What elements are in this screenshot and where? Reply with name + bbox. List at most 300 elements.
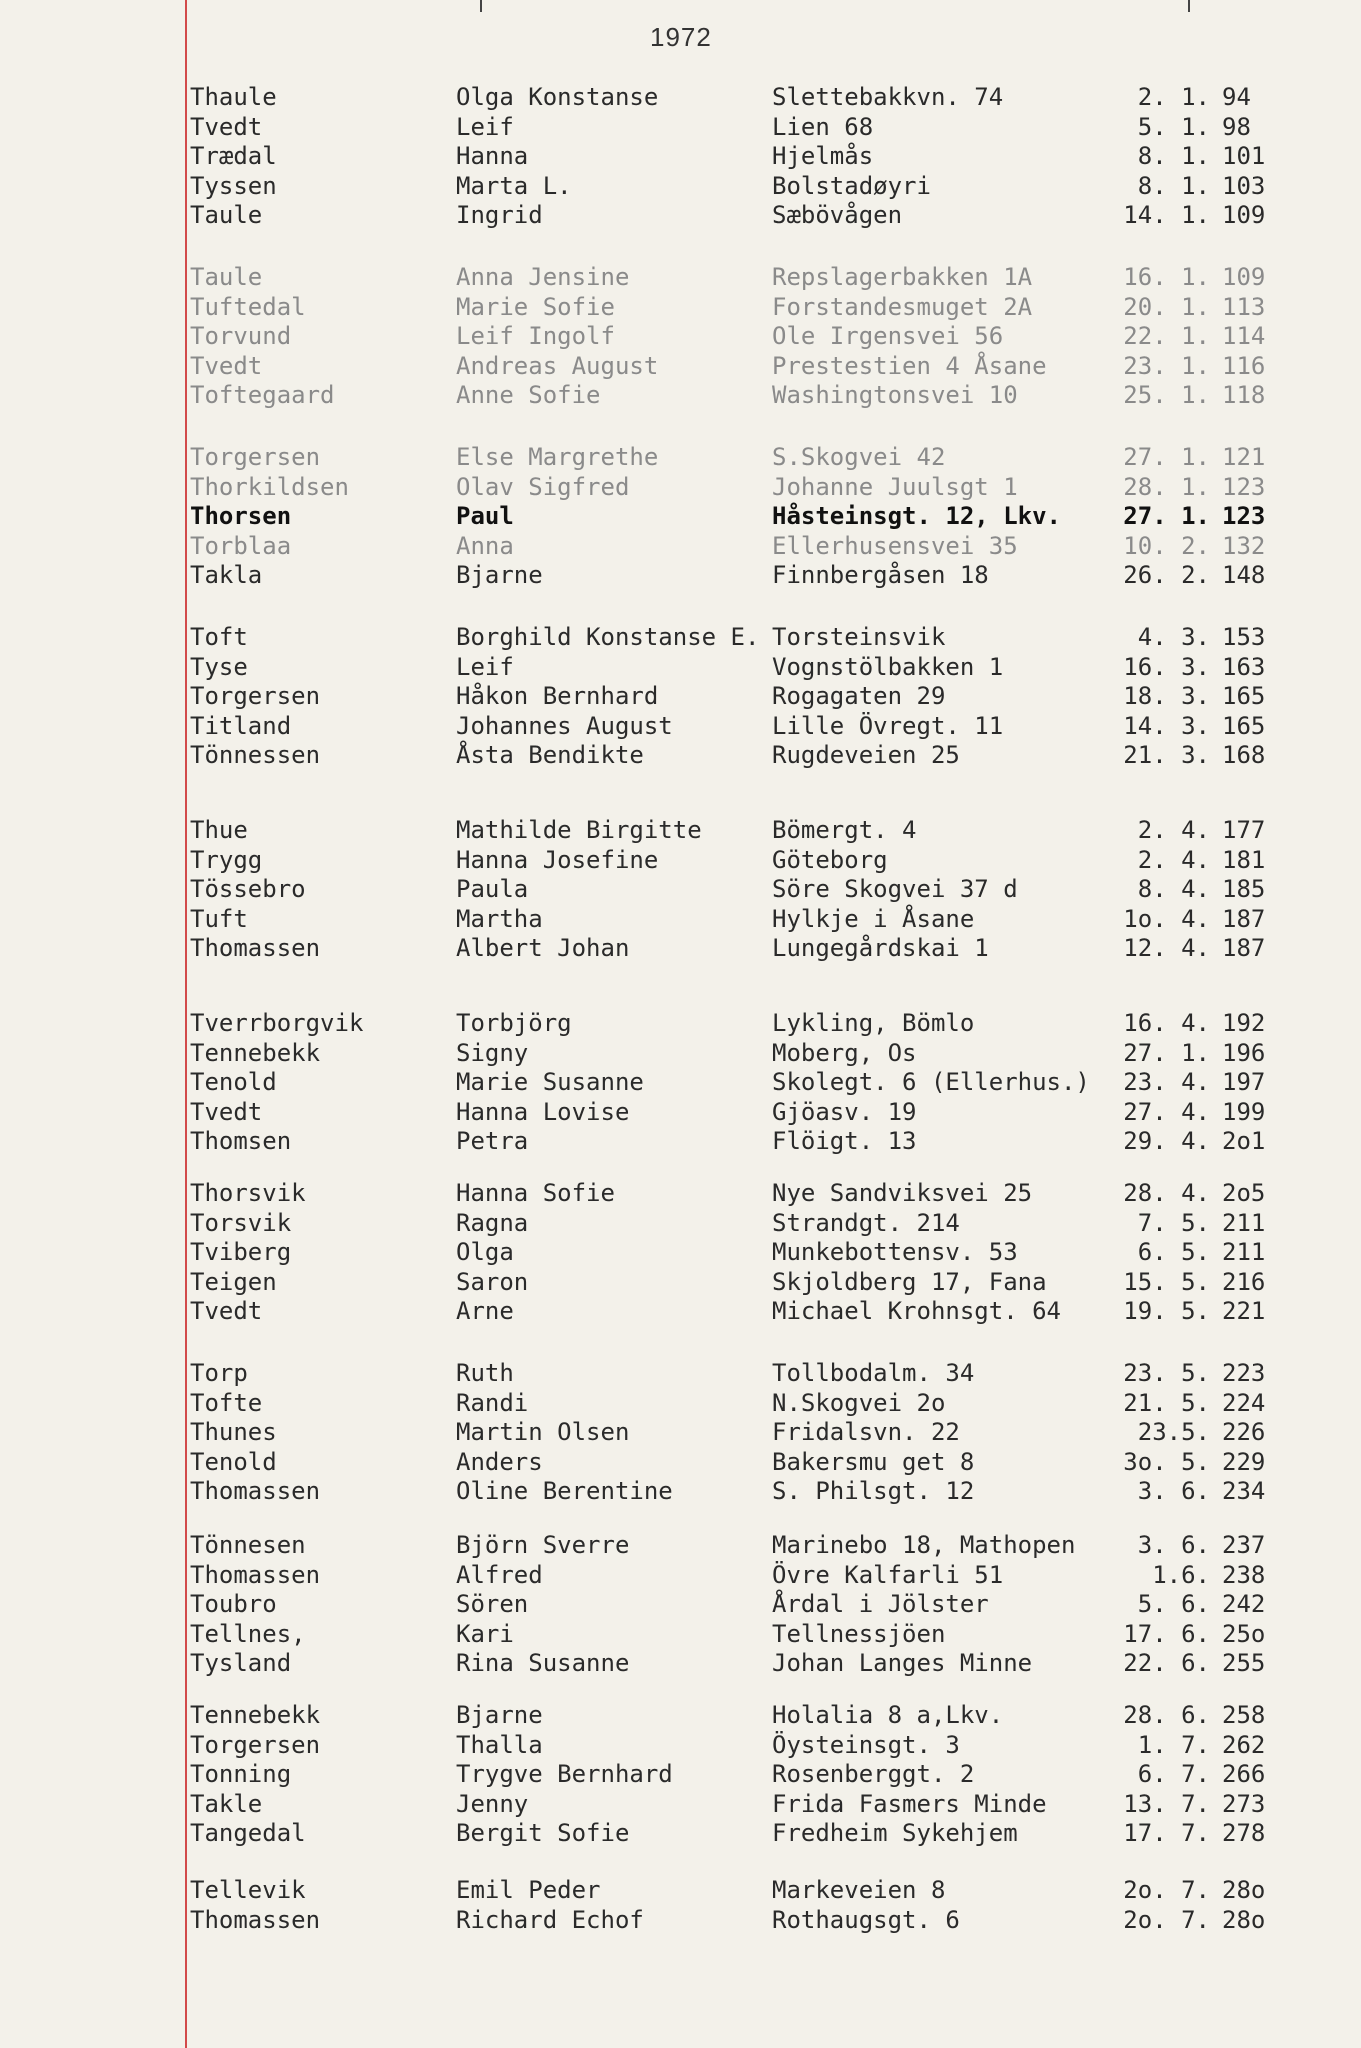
entry-date: 2. 1. <box>1137 83 1210 111</box>
entry-given-name: Anne Sofie <box>456 381 601 409</box>
entry-given-name: Olga <box>456 1238 514 1266</box>
ledger-entry <box>0 1700 1361 1730</box>
ledger-entry <box>0 1905 1361 1935</box>
entry-address: Prestestien 4 Åsane <box>772 351 1047 380</box>
scan-mark <box>480 0 482 12</box>
entry-given-name: Petra <box>456 1127 529 1155</box>
ledger-entry <box>0 740 1361 770</box>
entry-given-name: Bjarne <box>456 561 543 589</box>
entry-date: 16. 3. <box>1123 652 1210 681</box>
entry-address: Skolegt. 6 (Ellerhus.) <box>772 1068 1090 1096</box>
entry-address: Öysteinsgt. 3 <box>772 1730 960 1759</box>
ledger-entry <box>0 1730 1361 1760</box>
entry-given-name: Håkon Bernhard <box>456 682 659 710</box>
entry-address: Bakersmu get 8 <box>772 1447 975 1476</box>
entry-date: 8. 1. <box>1137 171 1210 200</box>
entry-given-name: Signy <box>456 1038 529 1067</box>
entry-number: 103 <box>1222 171 1266 200</box>
entry-number: 258 <box>1222 1701 1266 1729</box>
ledger-entry <box>0 171 1361 201</box>
ledger-entry <box>0 1296 1361 1326</box>
entry-number: 121 <box>1222 443 1266 471</box>
ledger-entry <box>0 1560 1361 1590</box>
entry-given-name: Saron <box>456 1267 529 1296</box>
entry-number: 177 <box>1222 816 1266 844</box>
entry-surname: Trædal <box>190 142 277 170</box>
entry-given-name: Marta L. <box>456 171 572 200</box>
entry-given-name: Anna Jensine <box>456 263 630 291</box>
entry-address: Sæbövågen <box>772 201 903 229</box>
entry-date: 3. 6. <box>1137 1531 1210 1559</box>
entry-given-name: Arne <box>456 1297 514 1325</box>
ledger-entry <box>0 1530 1361 1560</box>
entry-surname: Torgersen <box>190 443 321 471</box>
entry-given-name: Bergit Sofie <box>456 1819 630 1847</box>
ledger-entry <box>0 622 1361 652</box>
entry-surname: Tellevik <box>190 1876 306 1904</box>
entry-address: Hjelmås <box>772 142 874 170</box>
ledger-entry <box>0 874 1361 904</box>
entry-given-name: Paul <box>456 502 514 530</box>
ledger-entry <box>0 321 1361 351</box>
ledger-entry <box>0 1759 1361 1789</box>
entry-surname: Thorsen <box>190 502 292 530</box>
ledger-entry <box>0 1097 1361 1127</box>
entry-address: N.Skogvei 2o <box>772 1388 946 1417</box>
entry-number: 101 <box>1222 142 1266 170</box>
entry-given-name: Johannes August <box>456 711 673 740</box>
entry-given-name: Anders <box>456 1447 543 1476</box>
scan-mark <box>1188 0 1190 12</box>
page-year: 1972 <box>650 22 712 52</box>
entry-number: 181 <box>1222 845 1266 874</box>
entry-date: 14. 3. <box>1123 711 1210 740</box>
ledger-entry <box>0 652 1361 682</box>
entry-surname: Tvedt <box>190 1097 263 1126</box>
entry-number: 98 <box>1222 112 1251 141</box>
entry-address: Slettebakkvn. 74 <box>772 83 1004 111</box>
entry-address: Rogagaten 29 <box>772 682 946 710</box>
entry-date: 21. 5. <box>1123 1388 1210 1417</box>
ledger-entry <box>0 845 1361 875</box>
entry-given-name: Albert Johan <box>456 934 630 962</box>
entry-address: Moberg, Os <box>772 1038 917 1067</box>
entry-address: Michael Krohnsgt. 64 <box>772 1297 1061 1325</box>
entry-date: 22. 6. <box>1123 1649 1210 1677</box>
entry-surname: Tönnessen <box>190 741 321 769</box>
entry-surname: Thomsen <box>190 1127 292 1155</box>
ledger-entry <box>0 1008 1361 1038</box>
entry-date: 6. 7. <box>1137 1760 1210 1788</box>
ledger-entry <box>0 112 1361 142</box>
entry-number: 262 <box>1222 1730 1266 1759</box>
ledger-entry <box>0 501 1361 531</box>
entry-surname: Thomassen <box>190 1905 321 1934</box>
entry-surname: Toft <box>190 623 248 651</box>
entry-surname: Tenold <box>190 1068 277 1096</box>
entry-date: 26. 2. <box>1123 561 1210 589</box>
entry-number: 211 <box>1222 1238 1266 1266</box>
entry-address: Vognstölbakken 1 <box>772 652 1004 681</box>
entry-number: 238 <box>1222 1560 1266 1589</box>
entry-date: 2. 4. <box>1137 845 1210 874</box>
entry-given-name: Olga Konstanse <box>456 83 659 111</box>
entry-given-name: Leif <box>456 112 514 141</box>
entry-date: 27. 1. <box>1123 1038 1210 1067</box>
entry-surname: Titland <box>190 711 292 740</box>
entry-given-name: Ingrid <box>456 201 543 229</box>
ledger-entry <box>0 292 1361 322</box>
entry-given-name: Hanna Josefine <box>456 845 659 874</box>
entry-date: 6. 5. <box>1137 1238 1210 1266</box>
entry-given-name: Alfred <box>456 1560 543 1589</box>
entry-date: 15. 5. <box>1123 1267 1210 1296</box>
entry-surname: Tviberg <box>190 1238 292 1266</box>
entry-number: 165 <box>1222 711 1266 740</box>
entry-date: 14. 1. <box>1123 201 1210 229</box>
entry-address: Ole Irgensvei 56 <box>772 322 1004 350</box>
entry-date: 2o. 7. <box>1123 1905 1210 1934</box>
entry-address: Tellnessjöen <box>772 1619 946 1648</box>
ledger-entry <box>0 560 1361 590</box>
entry-number: 255 <box>1222 1649 1266 1677</box>
entry-date: 17. 7. <box>1123 1819 1210 1847</box>
entry-date: 5. 1. <box>1137 112 1210 141</box>
entry-number: 28o <box>1222 1876 1266 1904</box>
entry-surname: Thorsvik <box>190 1179 306 1207</box>
entry-date: 12. 4. <box>1123 934 1210 962</box>
entry-given-name: Bjarne <box>456 1701 543 1729</box>
entry-date: 13. 7. <box>1123 1789 1210 1818</box>
entry-surname: Tenold <box>190 1447 277 1476</box>
ledger-entry <box>0 681 1361 711</box>
entry-date: 27. 4. <box>1123 1097 1210 1126</box>
entry-surname: Tuftedal <box>190 292 306 321</box>
entry-date: 1. 7. <box>1137 1730 1210 1759</box>
ledger-entry <box>0 1619 1361 1649</box>
ledger-entry <box>0 531 1361 561</box>
entry-surname: Thomassen <box>190 1560 321 1589</box>
entry-number: 266 <box>1222 1760 1266 1788</box>
entry-given-name: Thalla <box>456 1730 543 1759</box>
entry-number: 237 <box>1222 1531 1266 1559</box>
entry-number: 2o5 <box>1222 1179 1266 1207</box>
entry-date: 19. 5. <box>1123 1297 1210 1325</box>
entry-date: 25. 1. <box>1123 381 1210 409</box>
entry-address: Lille Övregt. 11 <box>772 711 1004 740</box>
entry-surname: Thomassen <box>190 1477 321 1505</box>
entry-address: Lungegårdskai 1 <box>772 934 989 962</box>
ledger-entry <box>0 1178 1361 1208</box>
entry-date: 8. 4. <box>1137 875 1210 903</box>
entry-surname: Torgersen <box>190 682 321 710</box>
entry-address: Strandgt. 214 <box>772 1208 960 1237</box>
entry-address: Bolstadøyri <box>772 171 931 200</box>
entry-number: 94 <box>1222 83 1251 111</box>
ledger-entry <box>0 904 1361 934</box>
entry-surname: Tofte <box>190 1388 263 1417</box>
entry-surname: Torvund <box>190 322 292 350</box>
entry-date: 23. 5. <box>1123 1359 1210 1387</box>
ledger-entry <box>0 1038 1361 1068</box>
entry-given-name: Richard Echof <box>456 1905 644 1934</box>
entry-surname: Takla <box>190 561 263 589</box>
entry-date: 3. 6. <box>1137 1477 1210 1505</box>
entry-given-name: Rina Susanne <box>456 1649 630 1677</box>
entry-given-name: Olav Sigfred <box>456 472 630 501</box>
entry-surname: Tonning <box>190 1760 292 1788</box>
entry-address: Flöigt. 13 <box>772 1127 917 1155</box>
ledger-entry <box>0 82 1361 112</box>
entry-number: 211 <box>1222 1208 1266 1237</box>
entry-given-name: Andreas August <box>456 351 659 380</box>
entry-address: Årdal i Jölster <box>772 1590 989 1618</box>
entry-number: 242 <box>1222 1590 1266 1618</box>
entry-surname: Tangedal <box>190 1819 306 1847</box>
entry-address: S.Skogvei 42 <box>772 443 946 471</box>
entry-surname: Thomassen <box>190 934 321 962</box>
entry-number: 226 <box>1222 1418 1266 1446</box>
ledger-entry <box>0 1818 1361 1848</box>
entry-address: Johanne Juulsgt 1 <box>772 472 1018 501</box>
entry-surname: Tvedt <box>190 1297 263 1325</box>
entry-given-name: Else Margrethe <box>456 443 659 471</box>
entry-surname: Torp <box>190 1359 248 1387</box>
entry-surname: Thorkildsen <box>190 472 349 501</box>
entry-surname: Toubro <box>190 1590 277 1618</box>
entry-date: 2. 4. <box>1137 816 1210 844</box>
entry-number: 273 <box>1222 1789 1266 1818</box>
entry-address: Söre Skogvei 37 d <box>772 875 1018 903</box>
entry-date: 7. 5. <box>1137 1208 1210 1237</box>
entry-surname: Taule <box>190 263 263 291</box>
entry-number: 116 <box>1222 351 1266 380</box>
ledger-entry <box>0 1589 1361 1619</box>
entry-address: Fridalsvn. 22 <box>772 1418 960 1446</box>
entry-address: Håsteinsgt. 12, Lkv. <box>772 502 1061 530</box>
entry-given-name: Hanna Sofie <box>456 1179 615 1207</box>
ledger-entry <box>0 815 1361 845</box>
entry-surname: Taule <box>190 201 263 229</box>
entry-number: 187 <box>1222 904 1266 933</box>
ledger-entry <box>0 380 1361 410</box>
entry-surname: Trygg <box>190 845 263 874</box>
ledger-entry <box>0 1447 1361 1477</box>
entry-date: 28. 6. <box>1123 1701 1210 1729</box>
ledger-entry <box>0 442 1361 472</box>
entry-given-name: Björn Sverre <box>456 1531 630 1559</box>
entry-surname: Teigen <box>190 1267 277 1296</box>
entry-given-name: Trygve Bernhard <box>456 1760 673 1788</box>
entry-given-name: Sören <box>456 1590 529 1618</box>
entry-given-name: Kari <box>456 1619 514 1648</box>
entry-surname: Tuft <box>190 904 248 933</box>
entry-surname: Tennebekk <box>190 1701 321 1729</box>
entry-date: 18. 3. <box>1123 682 1210 710</box>
entry-address: Fredheim Sykehjem <box>772 1819 1018 1847</box>
entry-surname: Tvedt <box>190 112 263 141</box>
entry-address: Lien 68 <box>772 112 874 141</box>
entry-address: Repslagerbakken 1A <box>772 263 1033 291</box>
entry-number: 224 <box>1222 1388 1266 1417</box>
entry-date: 28. 4. <box>1123 1179 1210 1207</box>
ledger-entry <box>0 200 1361 230</box>
entry-surname: Tennebekk <box>190 1038 321 1067</box>
entry-given-name: Ragna <box>456 1208 529 1237</box>
entry-address: Tollbodalm. 34 <box>772 1359 975 1387</box>
entry-given-name: Randi <box>456 1388 529 1417</box>
entry-surname: Tyssen <box>190 171 277 200</box>
ledger-entry <box>0 1358 1361 1388</box>
entry-given-name: Emil Peder <box>456 1876 601 1904</box>
entry-given-name: Anna <box>456 531 514 560</box>
entry-given-name: Oline Berentine <box>456 1477 673 1505</box>
entry-given-name: Paula <box>456 875 529 903</box>
entry-date: 29. 4. <box>1123 1127 1210 1155</box>
entry-number: 221 <box>1222 1297 1266 1325</box>
entry-given-name: Mathilde Birgitte <box>456 816 702 844</box>
entry-number: 153 <box>1222 623 1266 651</box>
entry-address: Finnbergåsen 18 <box>772 561 989 589</box>
entry-number: 109 <box>1222 263 1266 291</box>
entry-surname: Torgersen <box>190 1730 321 1759</box>
entry-address: Övre Kalfarli 51 <box>772 1560 1004 1589</box>
entry-address: Washingtonsvei 10 <box>772 381 1018 409</box>
entry-surname: Tverrborgvik <box>190 1009 364 1037</box>
entry-surname: Torblaa <box>190 531 292 560</box>
entry-number: 165 <box>1222 682 1266 710</box>
ledger-entry <box>0 1417 1361 1447</box>
entry-date: 2o. 7. <box>1123 1876 1210 1904</box>
entry-address: Markeveien 8 <box>772 1876 946 1904</box>
entry-number: 123 <box>1222 472 1266 501</box>
ledger-entry <box>0 1648 1361 1678</box>
entry-surname: Thunes <box>190 1418 277 1446</box>
entry-number: 192 <box>1222 1009 1266 1037</box>
entry-number: 234 <box>1222 1477 1266 1505</box>
ledger-entry <box>0 262 1361 292</box>
ledger-entry <box>0 1789 1361 1819</box>
entry-given-name: Leif Ingolf <box>456 322 615 350</box>
entry-address: Göteborg <box>772 845 888 874</box>
ledger-entry <box>0 933 1361 963</box>
entry-number: 185 <box>1222 875 1266 903</box>
entry-address: Holalia 8 a,Lkv. <box>772 1701 1004 1729</box>
ledger-entry <box>0 1267 1361 1297</box>
entry-surname: Tössebro <box>190 875 306 903</box>
entry-address: Nye Sandviksvei 25 <box>772 1179 1033 1207</box>
entry-address: Hylkje i Åsane <box>772 904 975 933</box>
entry-given-name: Marie Susanne <box>456 1068 644 1096</box>
ledger-entry <box>0 1875 1361 1905</box>
entry-address: Rosenberggt. 2 <box>772 1760 975 1788</box>
ledger-entry <box>0 351 1361 381</box>
entry-number: 197 <box>1222 1068 1266 1096</box>
entry-address: Rothaugsgt. 6 <box>772 1905 960 1934</box>
entry-number: 2o1 <box>1222 1127 1266 1155</box>
entry-surname: Torsvik <box>190 1208 292 1237</box>
entry-given-name: Jenny <box>456 1789 529 1818</box>
entry-number: 148 <box>1222 561 1266 589</box>
entry-address: Johan Langes Minne <box>772 1649 1033 1677</box>
entry-address: Rugdeveien 25 <box>772 741 960 769</box>
entry-surname: Tysland <box>190 1649 292 1677</box>
entry-given-name: Marie Sofie <box>456 292 615 321</box>
entry-number: 223 <box>1222 1359 1266 1387</box>
entry-address: Skjoldberg 17, Fana <box>772 1267 1047 1296</box>
entry-date: 8. 1. <box>1137 142 1210 170</box>
entry-number: 25o <box>1222 1619 1266 1648</box>
entry-date: 17. 6. <box>1123 1619 1210 1648</box>
entry-number: 229 <box>1222 1447 1266 1476</box>
entry-date: 22. 1. <box>1123 322 1210 350</box>
ledger-entry <box>0 472 1361 502</box>
entry-address: S. Philsgt. 12 <box>772 1477 975 1505</box>
entry-given-name: Hanna <box>456 142 529 170</box>
entry-date: 21. 3. <box>1123 741 1210 769</box>
entry-surname: Thue <box>190 816 248 844</box>
entry-date: 10. 2. <box>1123 531 1210 560</box>
ledger-entry <box>0 1388 1361 1418</box>
entry-surname: Tellnes, <box>190 1619 306 1648</box>
entry-given-name: Borghild Konstanse E. <box>456 623 760 651</box>
entry-address: Marinebo 18, Mathopen <box>772 1531 1076 1559</box>
entry-date: 16. 1. <box>1123 263 1210 291</box>
entry-date: 27. 1. <box>1123 443 1210 471</box>
entry-date: 1.6. <box>1152 1560 1210 1589</box>
entry-given-name: Martha <box>456 904 543 933</box>
entry-number: 196 <box>1222 1038 1266 1067</box>
ledger-entry <box>0 1126 1361 1156</box>
ledger-entry <box>0 141 1361 171</box>
ledger-entry <box>0 1476 1361 1506</box>
entry-number: 187 <box>1222 934 1266 962</box>
entry-number: 118 <box>1222 381 1266 409</box>
ledger-entry <box>0 1067 1361 1097</box>
entry-given-name: Leif <box>456 652 514 681</box>
entry-address: Bömergt. 4 <box>772 816 917 844</box>
entry-given-name: Hanna Lovise <box>456 1097 630 1126</box>
entry-given-name: Martin Olsen <box>456 1418 630 1446</box>
entry-address: Ellerhusensvei 35 <box>772 531 1018 560</box>
ledger-entry <box>0 711 1361 741</box>
entry-number: 168 <box>1222 741 1266 769</box>
entry-date: 5. 6. <box>1137 1590 1210 1618</box>
entry-surname: Toftegaard <box>190 381 335 409</box>
entry-date: 20. 1. <box>1123 292 1210 321</box>
ledger-entry <box>0 1237 1361 1267</box>
entry-given-name: Åsta Bendikte <box>456 741 644 769</box>
entry-number: 28o <box>1222 1905 1266 1934</box>
entry-number: 113 <box>1222 292 1266 321</box>
entry-surname: Tvedt <box>190 351 263 380</box>
entry-number: 199 <box>1222 1097 1266 1126</box>
entry-number: 109 <box>1222 201 1266 229</box>
entry-given-name: Ruth <box>456 1359 514 1387</box>
entry-number: 114 <box>1222 322 1266 350</box>
entry-number: 132 <box>1222 531 1266 560</box>
entry-date: 23.5. <box>1137 1418 1210 1446</box>
entry-number: 278 <box>1222 1819 1266 1847</box>
entry-date: 23. 1. <box>1123 351 1210 380</box>
entry-address: Lykling, Bömlo <box>772 1009 975 1037</box>
entry-date: 1o. 4. <box>1123 904 1210 933</box>
entry-date: 16. 4. <box>1123 1009 1210 1037</box>
entry-date: 4. 3. <box>1137 623 1210 651</box>
ledger-entry <box>0 1208 1361 1238</box>
entry-date: 28. 1. <box>1123 472 1210 501</box>
entry-address: Torsteinsvik <box>772 623 946 651</box>
